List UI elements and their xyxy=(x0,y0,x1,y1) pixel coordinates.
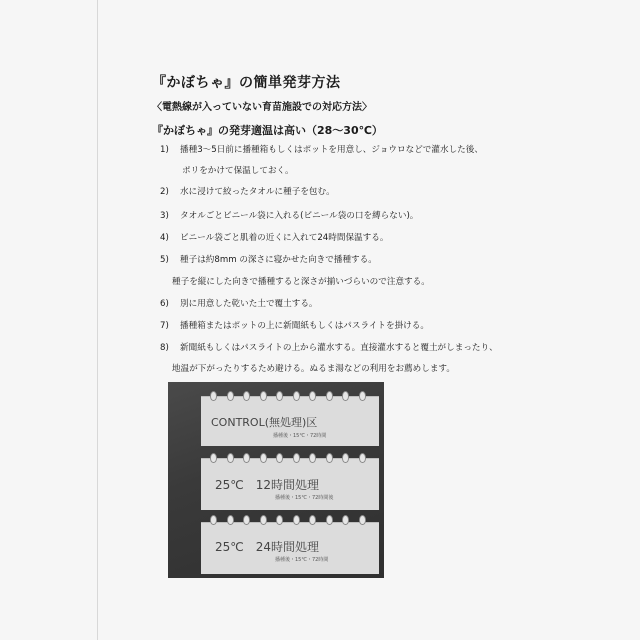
document-title: 『かぼちゃ』の簡単発芽方法 xyxy=(152,75,341,91)
step-number: 7) xyxy=(160,321,169,331)
step-text: 水に浸けて絞ったタオルに種子を包む。 xyxy=(180,187,335,197)
seed-shape xyxy=(327,392,332,400)
seed-shape xyxy=(261,516,266,524)
seed-shape xyxy=(211,454,216,462)
step-6 xyxy=(160,297,318,309)
step-number: 8) xyxy=(160,343,169,353)
seed-shape xyxy=(277,516,282,524)
step-number: 6) xyxy=(160,299,169,309)
strip-sublabel: 播種後・15℃・72時間 xyxy=(273,433,327,439)
seed-shape xyxy=(360,454,365,462)
strip-label: 25℃ 24時間処理 xyxy=(215,540,320,554)
step-number: 2) xyxy=(160,187,169,197)
step-number: 3) xyxy=(160,211,169,221)
seed-shape xyxy=(327,516,332,524)
seed-shape xyxy=(310,454,315,462)
seed-shape xyxy=(228,454,233,462)
seed-shape xyxy=(244,392,249,400)
seed-shape xyxy=(277,392,282,400)
step-number: 1) xyxy=(160,145,169,155)
seed-shape xyxy=(360,516,365,524)
seed-shape xyxy=(294,516,299,524)
strip-sublabel: 播種後・15℃・72時間 xyxy=(275,557,329,563)
step-text: 播種箱またはポットの上に新聞紙もしくはパスライトを掛ける。 xyxy=(180,321,429,331)
step-3 xyxy=(160,209,418,221)
step-text: タオルごとビニール袋に入れる(ビニール袋の口を縛らない)。 xyxy=(180,211,419,221)
step-8 xyxy=(160,341,498,353)
step-text: 播種3～5日前に播種箱もしくはポットを用意し、ジョウロなどで灌水した後、 xyxy=(180,145,483,155)
strip-sublabel: 播種後・15℃・72時間後 xyxy=(275,495,334,501)
seed-shape xyxy=(327,454,332,462)
seed-shape xyxy=(244,516,249,524)
seed-row xyxy=(201,452,379,466)
seed-shape xyxy=(294,392,299,400)
step-text: 新聞紙もしくはパスライトの上から灌水する。直接灌水すると覆土がしまったり、 xyxy=(180,343,498,353)
photo-strip-control xyxy=(201,396,379,446)
seed-shape xyxy=(277,454,282,462)
seed-shape xyxy=(261,392,266,400)
seed-shape xyxy=(310,392,315,400)
step-5 xyxy=(160,253,377,265)
step-text: 別に用意した乾いた土で覆土する。 xyxy=(180,299,318,309)
seed-shape xyxy=(310,516,315,524)
step-1-continued: ポリをかけて保温しておく。 xyxy=(182,166,294,176)
step-1 xyxy=(160,143,483,155)
step-5-continued: 種子を縦にした向きで播種すると深さが揃いづらいので注意する。 xyxy=(172,277,430,287)
step-4 xyxy=(160,231,388,243)
seed-shape xyxy=(343,516,348,524)
temperature-note: 『かぼちゃ』の発芽適温は高い（28～30℃） xyxy=(152,124,383,137)
seed-row xyxy=(201,390,379,404)
seed-shape xyxy=(343,392,348,400)
photo-strip-24h xyxy=(201,522,379,574)
step-2 xyxy=(160,185,335,197)
photo-strip-12h xyxy=(201,458,379,510)
step-text: ビニール袋ごと肌着の近くに入れて24時間保温する。 xyxy=(180,233,389,243)
seed-shape xyxy=(228,392,233,400)
step-number: 4) xyxy=(160,233,169,243)
seed-shape xyxy=(211,516,216,524)
germination-photo xyxy=(168,382,384,578)
seed-shape xyxy=(294,454,299,462)
strip-label: CONTROL(無処理)区 xyxy=(211,416,318,429)
step-number: 5) xyxy=(160,255,169,265)
step-7 xyxy=(160,319,429,331)
step-text: 種子は約8mm の深さに寝かせた向きで播種する。 xyxy=(180,255,377,265)
seed-row xyxy=(201,514,379,528)
seed-shape xyxy=(211,392,216,400)
seed-shape xyxy=(228,516,233,524)
step-8-continued: 地温が下がったりするため避ける。ぬるま湯などの利用をお薦めします。 xyxy=(172,364,455,374)
seed-shape xyxy=(360,392,365,400)
seed-shape xyxy=(244,454,249,462)
strip-label: 25℃ 12時間処理 xyxy=(215,478,320,492)
seed-shape xyxy=(343,454,348,462)
document-subtitle: 〈電熱線が入っていない育苗施設での対応方法〉 xyxy=(152,102,372,113)
seed-shape xyxy=(261,454,266,462)
